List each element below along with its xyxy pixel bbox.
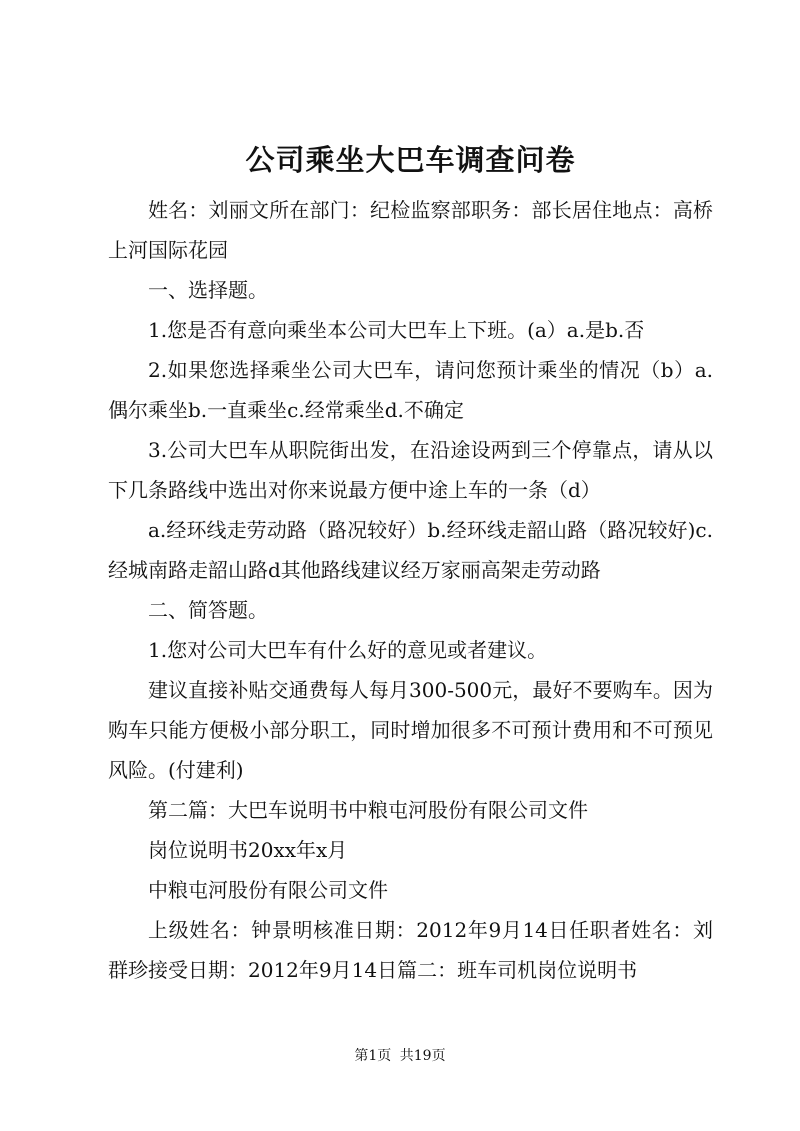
paragraph: 1.您是否有意向乘坐本公司大巴车上下班。(a）a.是b.否 — [148, 318, 645, 342]
document-title: 公司乘坐大巴车调查问卷 — [245, 143, 576, 177]
paragraph: 一、选择题。 — [148, 278, 268, 302]
document-body — [108, 190, 713, 990]
paragraph: 1.您对公司大巴车有什么好的意见或者建议。 — [148, 638, 548, 662]
paragraph: 建议直接补贴交通费每人每月300-500元，最好不要购车。因为购车只能方便极小部分职工，同时增加很多不可预计费用和不可预见风险。(付建利) — [108, 678, 713, 782]
paragraph: 中粮屯河股份有限公司文件 — [148, 878, 388, 902]
paragraph: 2.如果您选择乘坐公司大巴车，请问您预计乘坐的情况（b）a.偶尔乘坐b.一直乘坐c.经常乘坐d.不确定 — [108, 358, 713, 422]
page-footer — [0, 1046, 800, 1066]
paragraph: 二、简答题。 — [148, 598, 268, 622]
paragraph: 姓名：刘丽文所在部门：纪检监察部职务：部长居住地点：高桥上河国际花园 — [108, 198, 713, 262]
page-number: 第1页 — [354, 1048, 392, 1064]
page-total: 共19页 — [399, 1048, 446, 1064]
paragraph: a.经环线走劳动路（路况较好）b.经环线走韶山路（路况较好)c.经城南路走韶山路d其他路线建议经万家丽高架走劳动路 — [108, 518, 713, 582]
paragraph: 岗位说明书20xx年x月 — [148, 838, 348, 862]
paragraph: 3.公司大巴车从职院街出发，在沿途设两到三个停靠点，请从以下几条路线中选出对你来说最方便中途上车的一条（d） — [108, 438, 713, 502]
paragraph: 第二篇：大巴车说明书中粮屯河股份有限公司文件 — [148, 798, 588, 822]
paragraph: 上级姓名：钟景明核准日期：2012年9月14日任职者姓名：刘群珍接受日期：2012年9月14日篇二：班车司机岗位说明书 — [108, 918, 713, 982]
